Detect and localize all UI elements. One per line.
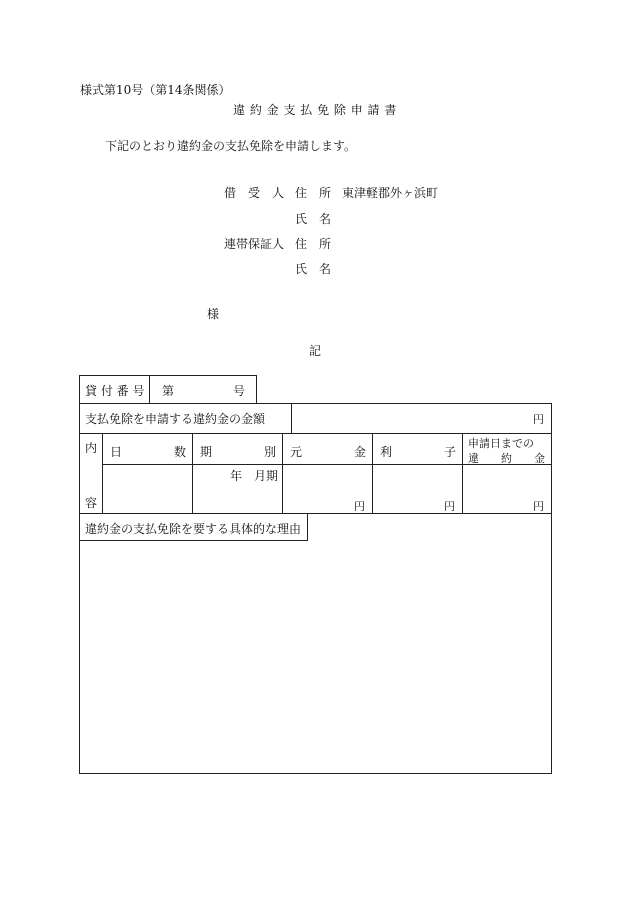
loan-number-label: 貸 付 番 号	[85, 384, 145, 398]
ki-heading: 記	[309, 344, 322, 358]
style-number: 様式第10号（第14条関係）	[80, 83, 231, 97]
col-penalty-line1: 申請日までの	[468, 437, 534, 450]
borrower-label: 借 受 人	[224, 186, 285, 200]
addressee-suffix: 様	[207, 307, 220, 321]
col-divider-3	[372, 433, 373, 513]
loan-number-prefix: 第	[162, 384, 175, 398]
col-interest-b: 子	[444, 445, 457, 459]
col-principal-a: 元	[290, 445, 303, 459]
loan-number-divider	[149, 375, 150, 403]
principal-yen-unit: 円	[354, 500, 365, 513]
col-divider-4	[462, 433, 463, 513]
col-days-a: 日	[110, 445, 123, 459]
borrower-address-label: 住 所	[295, 186, 332, 200]
guarantor-address-label: 住 所	[295, 237, 332, 251]
amount-yen-unit: 円	[533, 413, 544, 426]
reason-label: 違約金の支払免除を要する具体的な理由	[85, 522, 302, 536]
naiyo-top: 内	[85, 441, 98, 455]
borrower-address-value: 東津軽郡外ヶ浜町	[342, 186, 439, 200]
period-unit: 年 月期	[230, 469, 279, 483]
guarantor-name-label: 氏 名	[295, 262, 332, 276]
col-divider-2	[282, 433, 283, 513]
form-title: 違 約 金 支 払 免 除 申 請 書	[233, 103, 397, 117]
col-period-a: 期	[200, 445, 213, 459]
interest-yen-unit: 円	[444, 500, 455, 513]
amount-row-bottom	[79, 433, 552, 434]
col-period-b: 別	[264, 445, 277, 459]
col-principal-b: 金	[354, 445, 367, 459]
naiyo-bottom: 容	[85, 496, 98, 510]
col-divider-1	[192, 433, 193, 513]
amount-divider	[291, 403, 292, 433]
naiyo-divider	[102, 433, 103, 513]
borrower-name-label: 氏 名	[295, 212, 332, 226]
guarantor-label: 連帯保証人	[224, 237, 285, 251]
amount-label: 支払免除を申請する違約金の金額	[85, 412, 266, 426]
col-penalty-line2: 違 約 金	[468, 452, 545, 465]
penalty-yen-unit: 円	[533, 500, 544, 513]
col-interest-a: 利	[380, 445, 393, 459]
intro-text: 下記のとおり違約金の支払免除を申請します。	[105, 139, 357, 153]
col-days-b: 数	[174, 445, 187, 459]
loan-number-suffix: 号	[233, 384, 246, 398]
reason-input-area[interactable]	[80, 542, 551, 773]
